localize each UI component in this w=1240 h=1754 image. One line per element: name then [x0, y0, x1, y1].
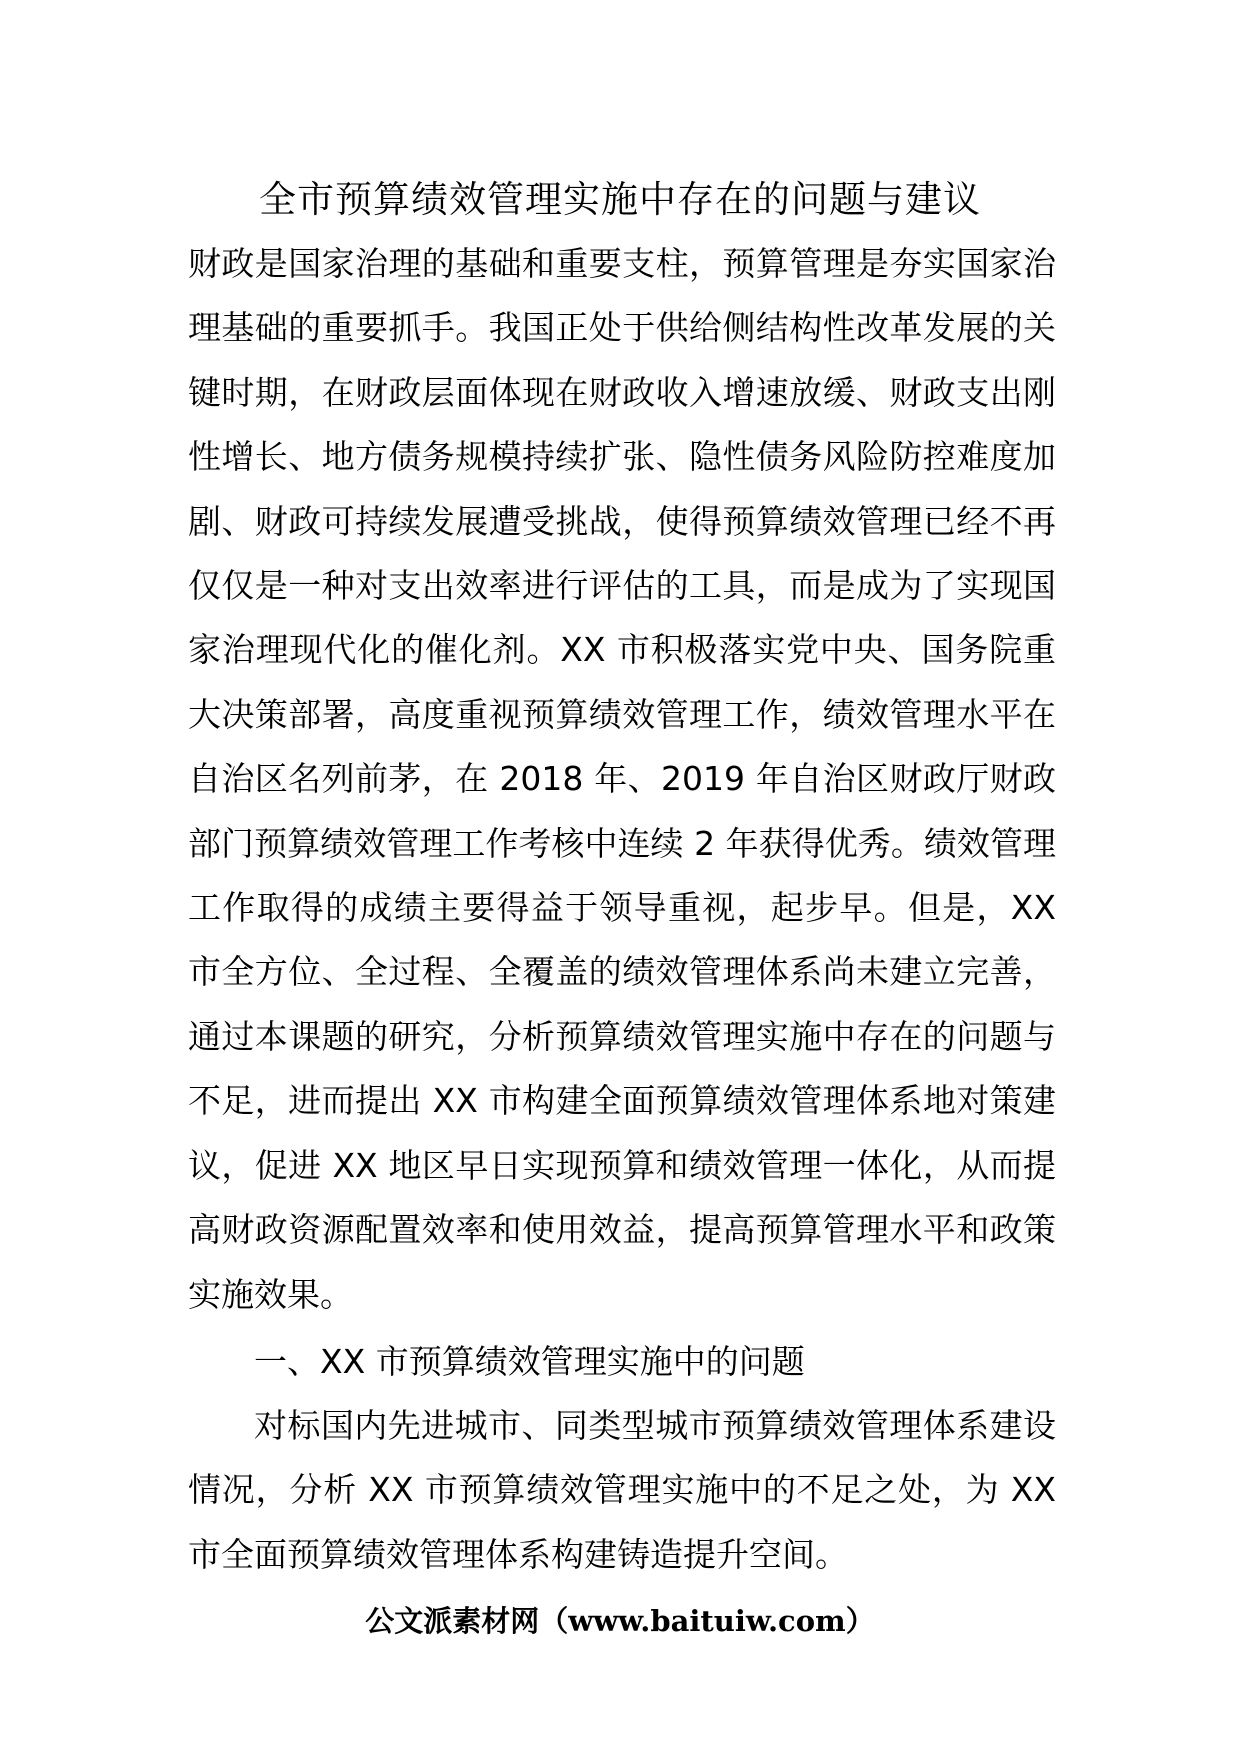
intro-paragraph: 财政是国家治理的基础和重要支柱，预算管理是夯实国家治理基础的重要抓手。我国正处于供给侧结构性改革发展的关键时期，在财政层面体现在财政收入增速放缓、财政支出刚性增长、地方债务规模持续扩张、隐性债务风险防控难度加剧、财政可持续发展遭受挑战，使得预算绩效管理已经不再仅仅是一种对支出效率进行评估的工具，而是成为了实现国家治理现代化的催化剂。XX 市积极落实党中央、国务院重大决策部署，高度重视预算绩效管理工作，绩效管理水平在自治区名列前茅，在 2018 年、2019 年自治区财政厅财政部门预算绩效管理工作考核中连续 2 年获得优秀。绩效管理工作取得的成绩主要得益于领导重视，起步早。但是，XX 市全方位、全过程、全覆盖的绩效管理体系尚未建立完善，通过本课题的研究，分析预算绩效管理实施中存在的问题与不足，进而提出 XX 市构建全面预算绩效管理体系地对策建议，促进 XX 地区早日实现预算和绩效管理一体化，从而提高财政资源配置效率和使用效益，提高预算管理水平和政策实施效果。 [188, 244, 1056, 1314]
document-title: 全市预算绩效管理实施中存在的问题与建议 [259, 178, 981, 221]
section-paragraph: 对标国内先进城市、同类型城市预算绩效管理体系建设情况，分析 XX 市预算绩效管理实施中的不足之处，为 XX 市全面预算绩效管理体系构建铸造提升空间。 [188, 1406, 1056, 1574]
section-heading: 一、XX 市预算绩效管理实施中的问题 [254, 1342, 805, 1381]
footer-watermark: 公文派素材网（www.baituiw.com） [365, 1604, 875, 1638]
